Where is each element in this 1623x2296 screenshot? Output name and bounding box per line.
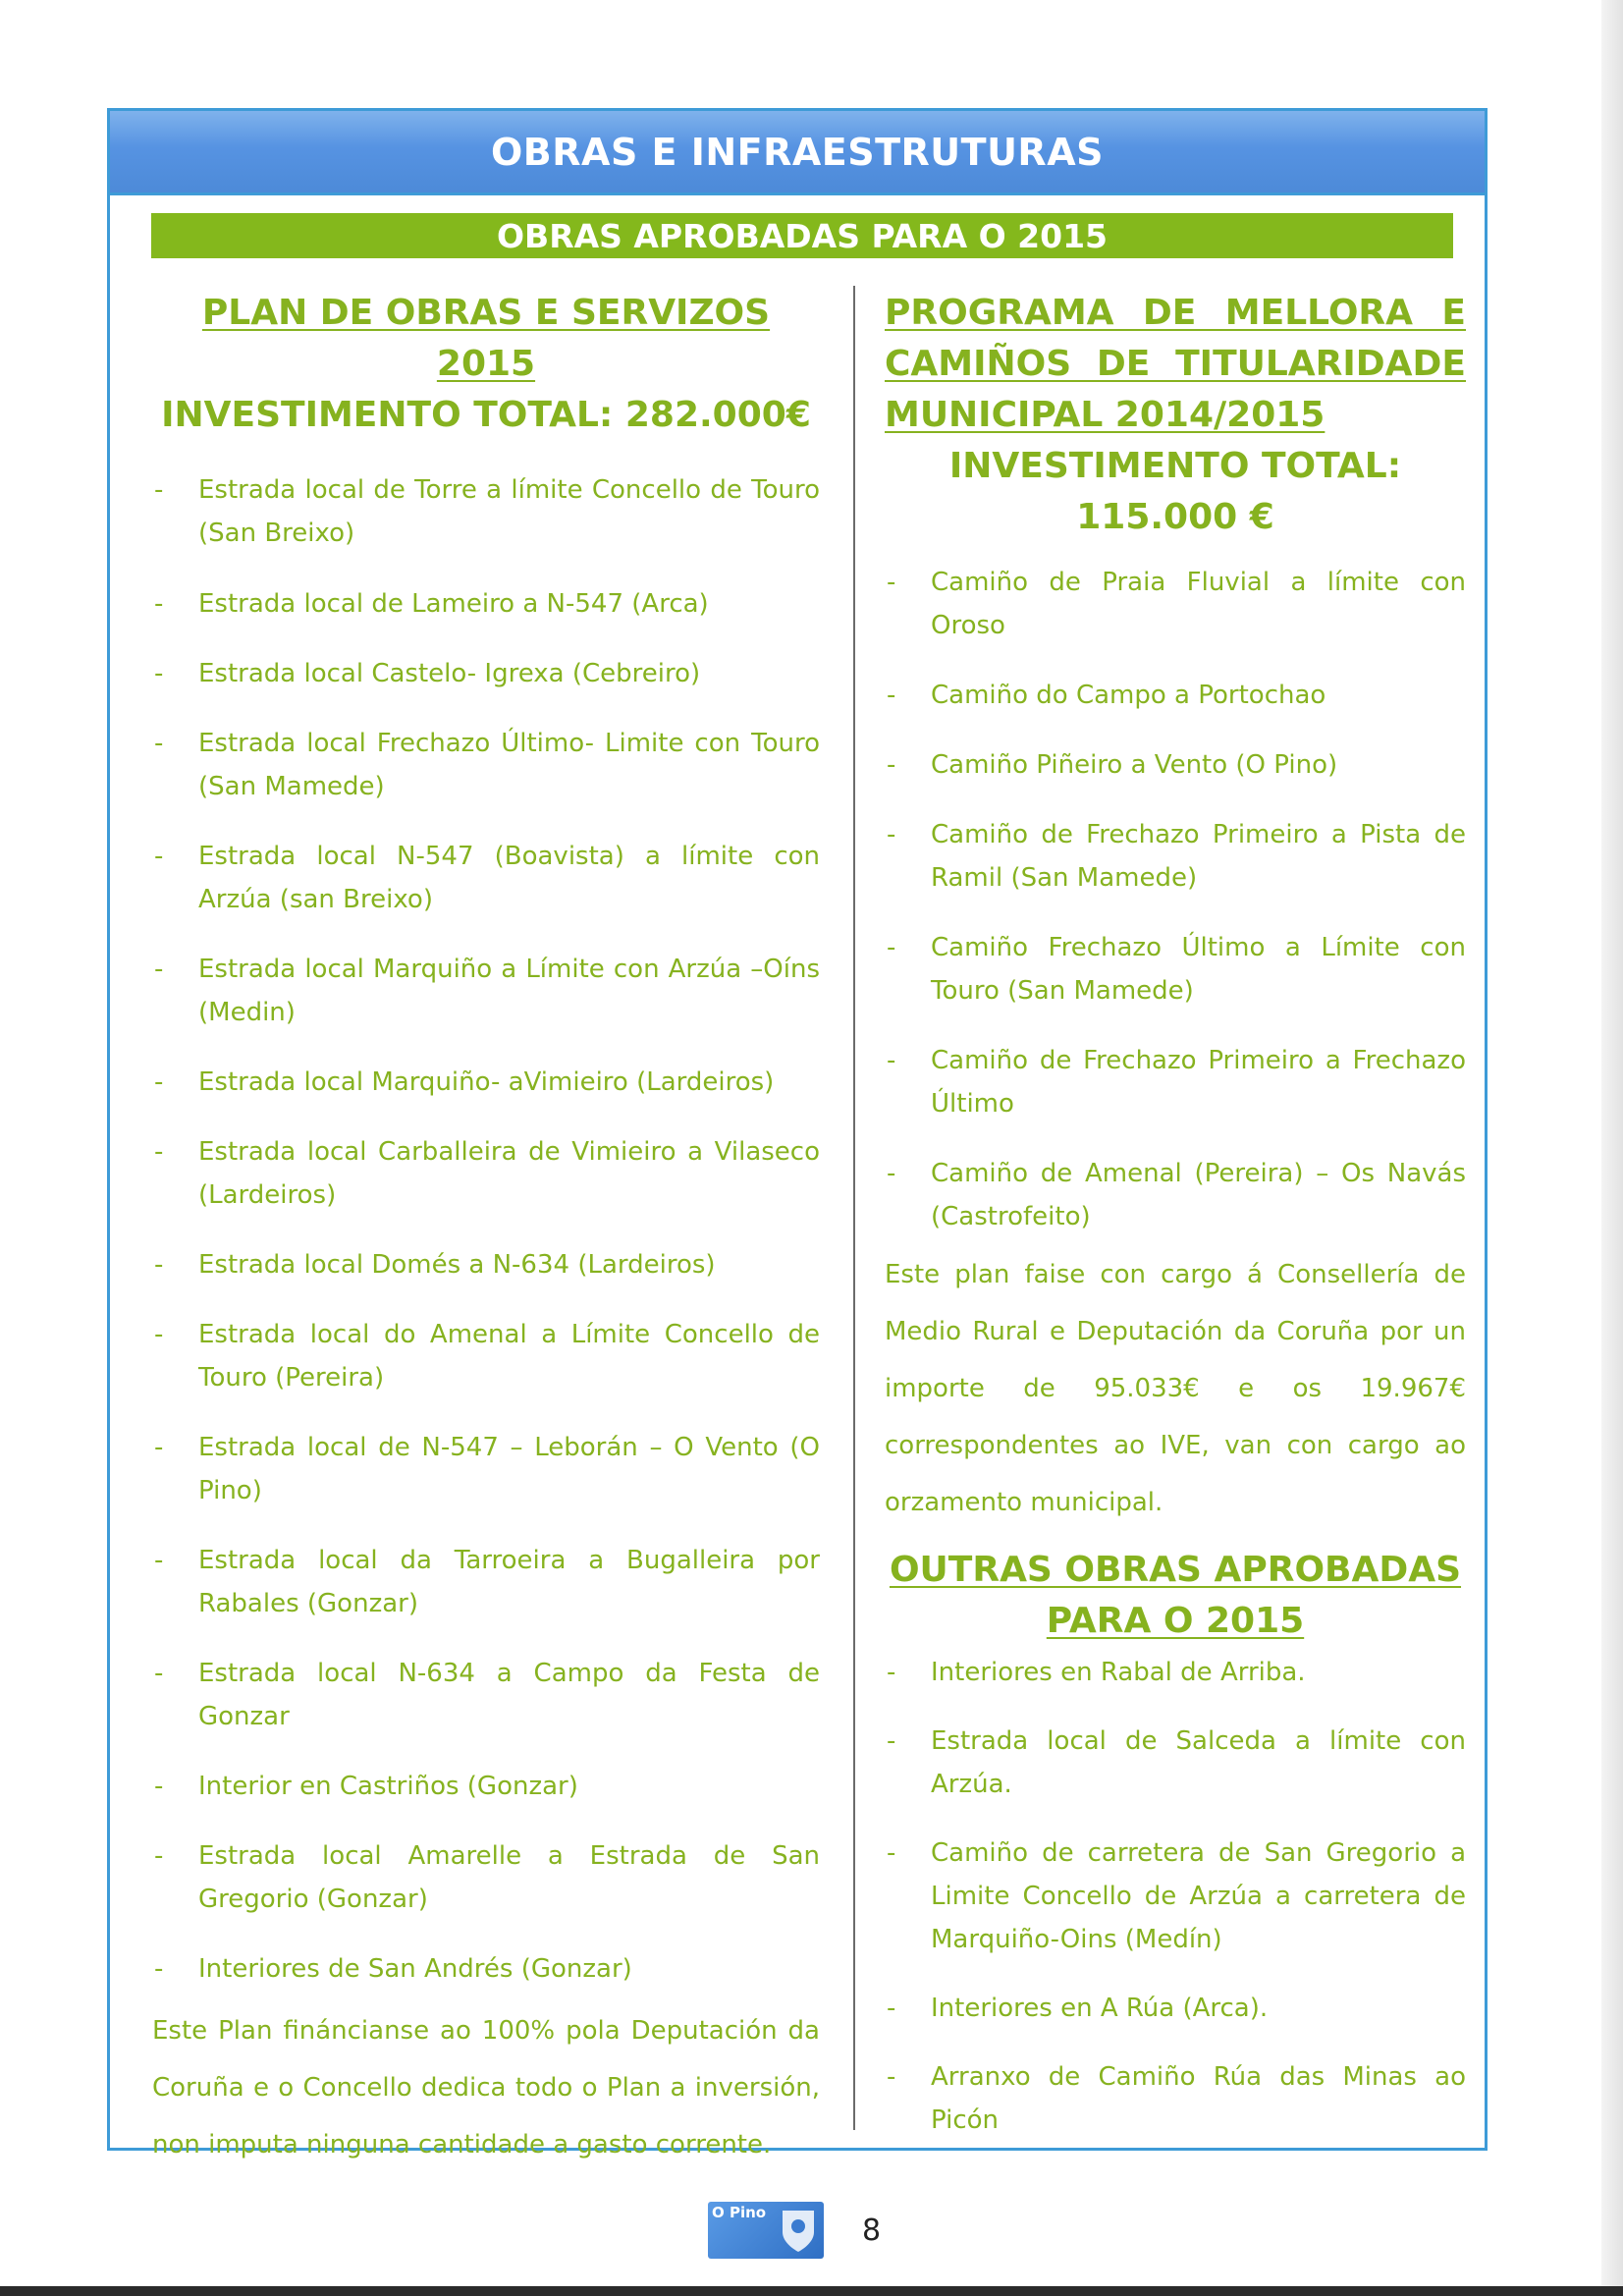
right-total-label: INVESTIMENTO TOTAL: xyxy=(948,446,1402,486)
list-item: - Arranxo de Camiño Rúa das Minas ao Picón xyxy=(885,2055,1466,2142)
shield-icon xyxy=(779,2207,818,2254)
list-item: - Interiores de San Andrés (Gonzar) xyxy=(152,1947,820,1991)
list-item: - Estrada local de Torre a límite Concello de Touro (San Breixo) xyxy=(152,468,820,555)
list-item: - Camiño de Frechazo Primeiro a Pista de Ramil (San Mamede) xyxy=(885,813,1466,900)
list-item: - Camiño de carretera de San Gregorio a Limite Concello de Arzúa a carretera de Marquiño-Oins (Medín) xyxy=(885,1831,1466,1961)
right-title-line1: PROGRAMA DE MELLORA E xyxy=(885,293,1466,333)
other-list xyxy=(885,1651,1466,2142)
right-total-value: 115.000 € xyxy=(1076,497,1274,537)
other-title-line2: PARA O 2015 xyxy=(1046,1601,1305,1641)
column-divider xyxy=(853,286,855,2130)
list-item: - Estrada local N-547 (Boavista) a límite con Arzúa (san Breixo) xyxy=(152,835,820,921)
right-note: Este plan faise con cargo á Consellería de Medio Rural e Deputación da Coruña por un importe de 95.033€ e os 19.967€ correspondentes ao IVE, van con cargo ao orzamento municipal. xyxy=(885,1260,1466,1517)
list-item: - Estrada local Marquiño a Límite con Arzúa –Oíns (Medin) xyxy=(152,948,820,1034)
list-item: - Estrada local da Tarroeira a Bugalleira por Rabales (Gonzar) xyxy=(152,1539,820,1625)
list-item: - Estrada local de N-547 – Leborán – O Vento (O Pino) xyxy=(152,1426,820,1512)
concello-logo xyxy=(708,2202,824,2259)
list-item: - Estrada local Amarelle a Estrada de San Gregorio (Gonzar) xyxy=(152,1834,820,1921)
logo-text: O Pino xyxy=(712,2204,767,2221)
left-note: Este Plan fináncianse ao 100% pola Deputación da Coruña e o Concello dedica todo o Plan a inversión, non imputa ninguna cantidade a gasto corrente. xyxy=(152,2016,820,2159)
list-item: - Estrada local Marquiño- aVimieiro (Lardeiros) xyxy=(152,1061,820,1104)
list-item: - Estrada local de Lameiro a N-547 (Arca) xyxy=(152,582,820,626)
list-item: - Camiño Frechazo Último a Límite con Touro (San Mamede) xyxy=(885,926,1466,1012)
left-heading xyxy=(152,288,820,441)
page-number: 8 xyxy=(862,2214,882,2248)
list-item: - Camiño de Praia Fluvial a límite con Oroso xyxy=(885,561,1466,647)
list-item: - Estrada local Domés a N-634 (Lardeiros) xyxy=(152,1243,820,1286)
list-item: - Estrada local Carballeira de Vimieiro a Vilaseco (Lardeiros) xyxy=(152,1130,820,1217)
list-item: - Camiño Piñeiro a Vento (O Pino) xyxy=(885,743,1466,787)
other-title-line1: OUTRAS OBRAS APROBADAS xyxy=(889,1550,1462,1590)
list-item: - Camiño de Amenal (Pereira) – Os Navás (Castrofeito) xyxy=(885,1152,1466,1238)
list-item: - Estrada local de Salceda a límite con Arzúa. xyxy=(885,1720,1466,1806)
list-item: - Estrada local Frechazo Último- Limite con Touro (San Mamede) xyxy=(152,722,820,808)
list-item: - Estrada local do Amenal a Límite Concello de Touro (Pereira) xyxy=(152,1313,820,1399)
page-edge-shadow xyxy=(1601,0,1623,2296)
left-column xyxy=(152,288,820,2173)
left-title: PLAN DE OBRAS E SERVIZOS 2015 xyxy=(201,293,771,384)
list-item: - Camiño do Campo a Portochao xyxy=(885,674,1466,717)
list-item: - Camiño de Frechazo Primeiro a Frechazo Último xyxy=(885,1039,1466,1125)
scan-bottom-strip xyxy=(0,2286,1623,2296)
list-item: - Interiores en Rabal de Arriba. xyxy=(885,1651,1466,1694)
other-heading xyxy=(885,1545,1466,1647)
section-subtitle: OBRAS APROBADAS PARA O 2015 xyxy=(151,213,1453,258)
content-frame xyxy=(107,108,1488,2159)
right-column xyxy=(885,288,1466,2142)
right-list xyxy=(885,561,1466,1238)
section-title: OBRAS E INFRAESTRUTURAS xyxy=(110,111,1485,195)
list-item: - Estrada local N-634 a Campo da Festa de Gonzar xyxy=(152,1652,820,1738)
right-title-line3: MUNICIPAL 2014/2015 xyxy=(885,395,1325,435)
right-title-line2: CAMIÑOS DE TITULARIDADE xyxy=(885,344,1466,384)
list-item: - Interior en Castriños (Gonzar) xyxy=(152,1765,820,1808)
list-item: - Interiores en A Rúa (Arca). xyxy=(885,1987,1466,2030)
list-item: - Estrada local Castelo- Igrexa (Cebreiro) xyxy=(152,652,820,695)
left-list xyxy=(152,468,820,1991)
left-total: INVESTIMENTO TOTAL: 282.000€ xyxy=(161,395,811,435)
